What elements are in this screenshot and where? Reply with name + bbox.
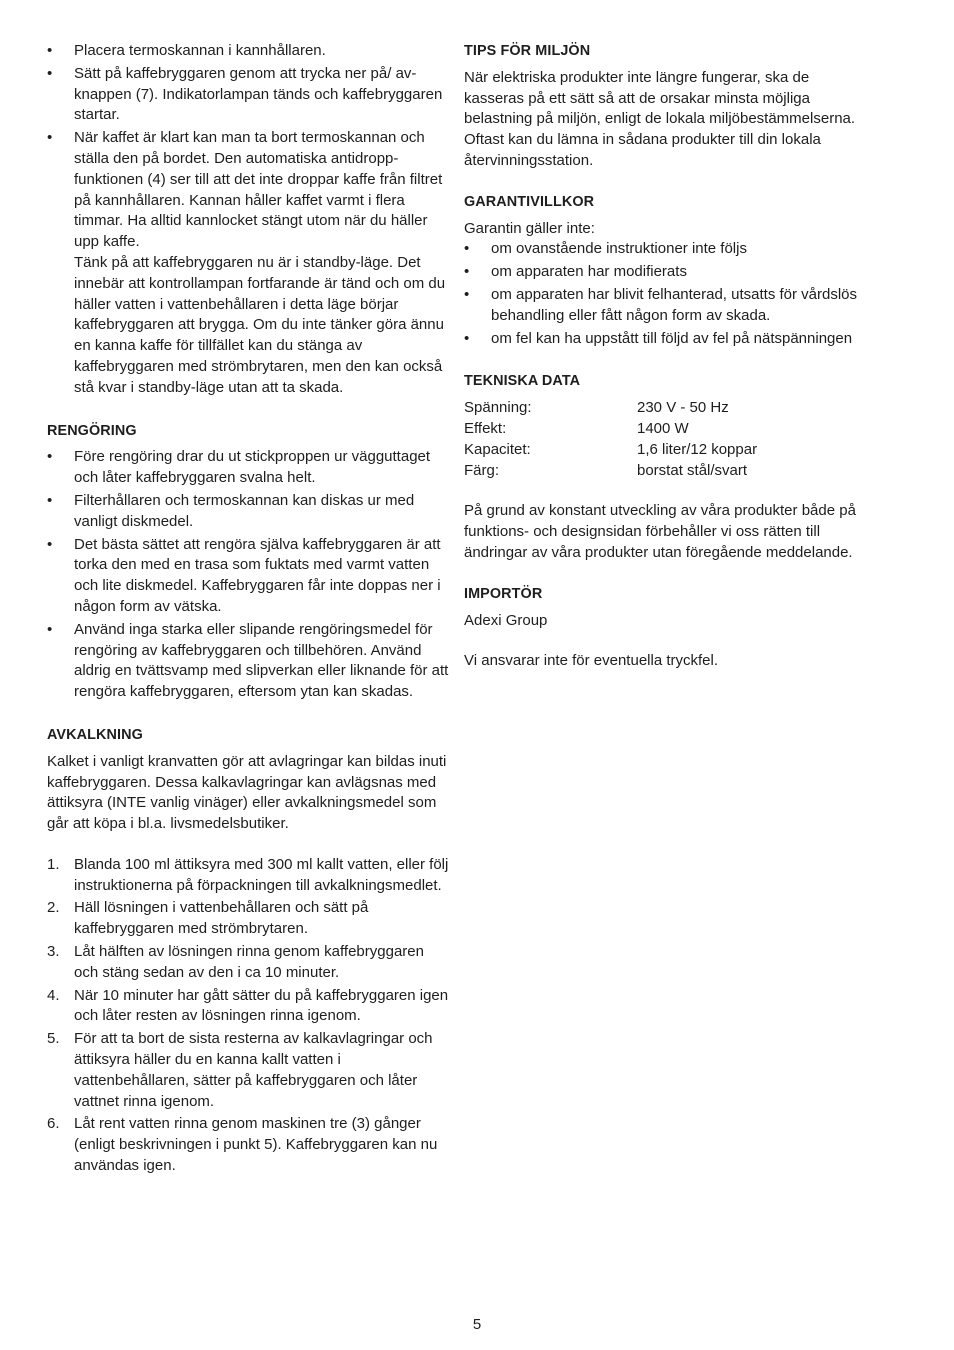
left-column bbox=[47, 41, 449, 1179]
warranty-heading: GARANTIVILLKOR bbox=[464, 193, 595, 210]
list-item: • Det bästa sättet att rengöra själva kaffebryggaren är att torka den med en trasa som fuktats med varmt vatten och lite diskmedel. Kaffebryggaren får inte doppas ner i någon form av vätska. bbox=[47, 535, 449, 618]
spec-value: borstat stål/svart bbox=[637, 461, 748, 479]
list-item bbox=[47, 128, 449, 398]
importer-heading: IMPORTÖR bbox=[464, 585, 543, 602]
step-number: 4. bbox=[47, 986, 60, 1004]
list-item-text: När kaffet är klart kan man ta bort termoskannan och ställa den på bordet. Den automatiska antidropp-funktionen (4) ser till att det inte droppar kaffe från filtret på kannhållaren. Kannan håller kaffet varmt i flera timmar. Ha alltid kannlocket stängt utom när du häller upp kaffe. bbox=[74, 129, 443, 251]
descaling-steps bbox=[47, 855, 449, 1177]
step-text: För att ta bort de sista resterna av kalkavlagringar och ättiksyra häller du en kanna kallt vatten i vattenbehållaren, sätter på kaffebryggaren och låter vattnet rinna igenom. bbox=[74, 1030, 433, 1110]
step-text: Låt hälften av lösningen rinna genom kaffebryggaren och stäng sedan av den i ca 10 minuter. bbox=[74, 943, 424, 981]
spec-row bbox=[464, 461, 864, 482]
list-item bbox=[47, 942, 449, 984]
specs-heading: TEKNISKA DATA bbox=[464, 373, 581, 390]
list-item: • om apparaten har modifierats bbox=[464, 262, 864, 283]
step-number: 2. bbox=[47, 899, 60, 917]
step-number: 6. bbox=[47, 1115, 60, 1133]
step-text: Blanda 100 ml ättiksyra med 300 ml kallt vatten, eller följ instruktionerna på förpackningen till avkalkningsmedlet. bbox=[74, 855, 449, 894]
spec-value: 1400 W bbox=[637, 419, 689, 437]
list-item-continuation: Tänk på att kaffebryggaren nu är i standby-läge. Det innebär att kontrollampan fortfarande är tänd och om du häller vatten i vattenbehållaren i detta läge börjar kaffebryggaren att brygga. Om du inte tänker göra ännu en kanna kaffe för tillfället kan du stänga av kaffebryggaren med strömbrytaren, men den kan också stå kvar i standby-läge utan att ta skada. bbox=[74, 253, 446, 396]
cleaning-heading: RENGÖRING bbox=[47, 422, 137, 439]
spec-value: 1,6 liter/12 koppar bbox=[637, 440, 758, 458]
list-item: • Använd inga starka eller slipande rengöringsmedel för rengöring av kaffebryggaren och tillbehören. Använd aldrig en tvättsvamp med slipverkan eller liknande för att rengöra kaffebryggaren, eftersom ytan kan skadas. bbox=[47, 620, 449, 703]
misprint-text: Vi ansvarar inte för eventuella tryckfel. bbox=[464, 652, 719, 670]
list-item bbox=[47, 855, 449, 897]
environment-heading: TIPS FÖR MILJÖN bbox=[464, 43, 591, 59]
intro-list bbox=[47, 41, 449, 399]
list-item bbox=[47, 1029, 449, 1112]
list-item bbox=[47, 986, 449, 1028]
spec-label: Spänning: bbox=[464, 399, 532, 417]
step-number: 3. bbox=[47, 943, 60, 961]
spec-label: Färg: bbox=[464, 461, 500, 479]
list-item: • om fel kan ha uppstått till följd av fel på nätspänningen bbox=[464, 329, 864, 350]
environment-text: När elektriska produkter inte längre fungerar, ska de kasseras på ett sätt så att de orsakar minsta möjliga belastning på miljön, enligt de lokala miljöbestämmelserna. Oftast kan du lämna in sådana produkter till din lokala återvinningsstation. bbox=[464, 68, 856, 169]
list-item bbox=[47, 1114, 449, 1176]
list-item: • Sätt på kaffebryggaren genom att trycka ner på/ av-knappen (7). Indikatorlampan tänds och kaffebryggaren startar. bbox=[47, 64, 449, 126]
page-number: 5 bbox=[472, 1316, 482, 1333]
spec-value: 230 V - 50 Hz bbox=[637, 399, 729, 417]
list-item: • Filterhållaren och termoskannan kan diskas ur med vanligt diskmedel. bbox=[47, 491, 449, 533]
list-item: • om ovanstående instruktioner inte följs bbox=[464, 239, 864, 260]
warranty-intro: Garantin gäller inte: bbox=[464, 219, 595, 237]
list-item: • Placera termoskannan i kannhållaren. bbox=[47, 41, 449, 62]
descaling-heading: AVKALKNING bbox=[47, 726, 143, 743]
specs-table bbox=[464, 398, 864, 481]
spec-label: Kapacitet: bbox=[464, 440, 531, 458]
step-number: 5. bbox=[47, 1030, 60, 1048]
disclaimer-text: På grund av konstant utveckling av våra produkter både på funktions- och designsidan förbehåller vi oss rätten till ändringar av våra produkter utan föregående meddelande. bbox=[464, 502, 856, 561]
list-item: • om apparaten har blivit felhanterad, utsatts för vårdslös behandling eller fått någon form av skada. bbox=[464, 285, 864, 327]
warranty-list bbox=[464, 239, 864, 349]
spec-row bbox=[464, 419, 864, 440]
descaling-intro: Kalket i vanligt kranvatten gör att avlagringar kan bildas inuti kaffebryggaren. Dessa kalkavlagringar kan avlägsnas med ättiksyra (INTE vanlig vinäger) eller avkalkningsmedel som går att köpa i bl.a. livsmedelsbutiker. bbox=[47, 752, 447, 833]
cleaning-list bbox=[47, 447, 449, 703]
right-column bbox=[464, 41, 864, 672]
list-item: • Före rengöring drar du ut stickproppen ur vägguttaget och låter kaffebryggaren svalna helt. bbox=[47, 447, 449, 489]
step-text: Låt rent vatten rinna genom maskinen tre (3) gånger (enligt beskrivningen i punkt 5). Kaffebryggaren kan nu användas igen. bbox=[74, 1115, 438, 1175]
step-text: När 10 minuter har gått sätter du på kaffebryggaren igen och låter resten av lösningen rinna igenom. bbox=[74, 986, 449, 1025]
spec-label: Effekt: bbox=[464, 419, 507, 437]
importer-name: Adexi Group bbox=[464, 611, 548, 629]
step-number: 1. bbox=[47, 855, 60, 873]
spec-row bbox=[464, 398, 864, 419]
spec-row bbox=[464, 440, 864, 461]
step-text: Häll lösningen i vattenbehållaren och sätt på kaffebryggaren med strömbrytaren. bbox=[74, 899, 369, 938]
list-item bbox=[47, 898, 449, 940]
